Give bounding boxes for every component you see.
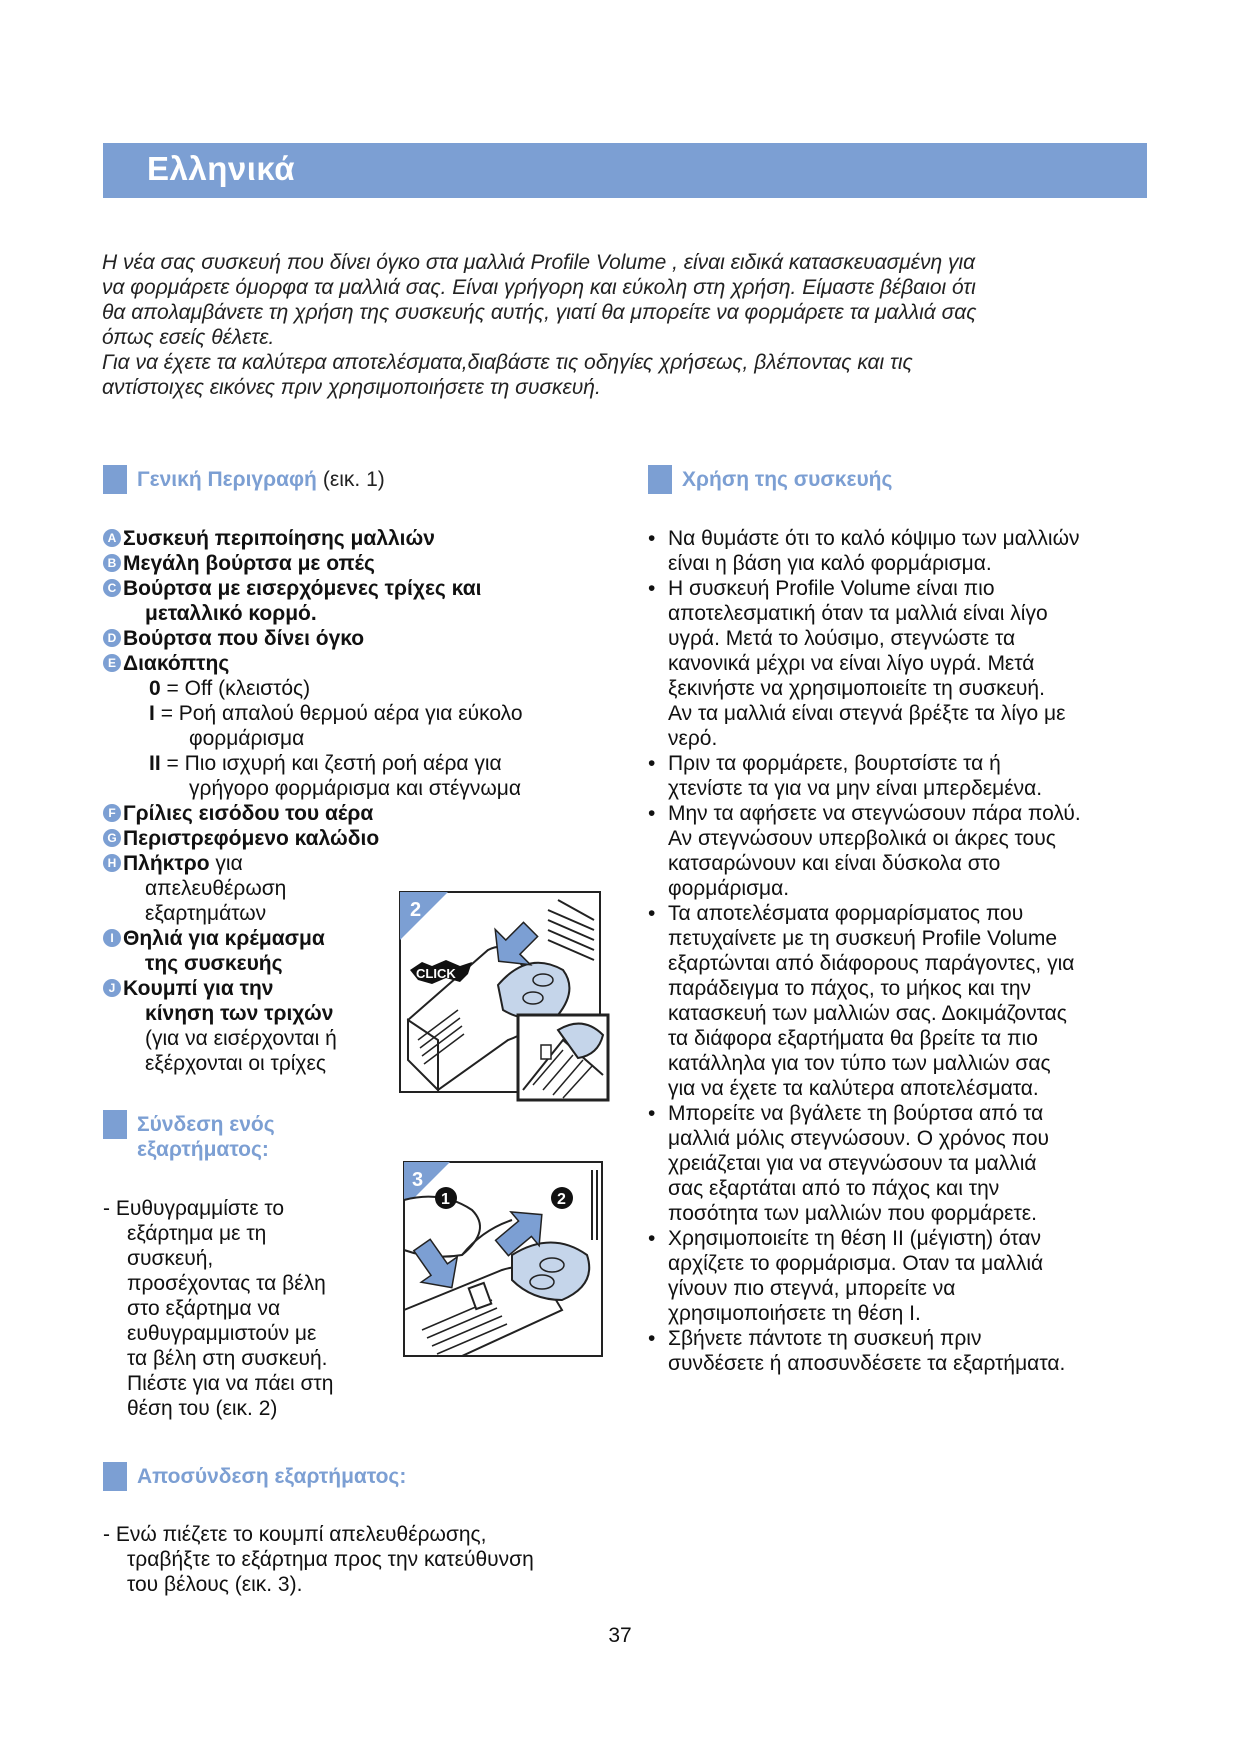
list-item: [648, 1101, 1153, 1226]
list-item: [648, 526, 1153, 576]
instruction-line: προσέχοντας τα βέλη: [127, 1272, 326, 1295]
bullet-line: Να θυμάστε ότι το καλό κόψιμο των μαλλιών: [668, 527, 1080, 550]
bullet-text: [668, 901, 1074, 1101]
intro-line: όπως εσείς θέλετε.: [102, 326, 275, 349]
figure-number: 2: [410, 899, 422, 921]
bullet-text: [668, 801, 1081, 901]
bullet-line: παράδειγμα το πάχος, το μήκος και την: [668, 977, 1032, 1000]
bullet-text: [668, 1326, 1065, 1376]
bullet-icon: •: [648, 1102, 656, 1125]
figure-3-illustration: [402, 1160, 607, 1360]
setting-key: II: [149, 752, 161, 775]
bullet-line: συνδέσετε ή αποσυνδέσετε τα εξαρτήματα.: [668, 1352, 1066, 1375]
section-marker: [103, 1110, 127, 1139]
bullet-line: Πριν τα φορμάρετε, βουρτσίστε τα ή: [668, 752, 1001, 775]
part-badge: B: [103, 554, 121, 572]
switch-setting-one: [149, 701, 623, 751]
section-figure-ref: (εικ. 1): [322, 468, 385, 491]
part-badge: G: [103, 829, 121, 847]
part-label: Διακόπτης: [123, 652, 230, 675]
bullet-line: χρησιμοποιήσετε τη θέση I.: [668, 1302, 921, 1325]
instruction-line: Πιέστε για να πάει στη: [127, 1372, 334, 1395]
bullet-line: κατασκευή των μαλλιών σας. Δοκιμάζοντας: [668, 1002, 1067, 1025]
list-item: [648, 1326, 1153, 1376]
section-marker: [648, 465, 672, 494]
part-label-line: εξέρχονται οι τρίχες: [145, 1052, 326, 1075]
section-title: Αποσύνδεση εξαρτήματος:: [137, 1465, 407, 1488]
list-item: [648, 901, 1153, 1101]
part-label-line: κίνηση των τριχών: [145, 1002, 334, 1025]
section-title-line: Σύνδεση ενός: [137, 1113, 275, 1136]
list-item: [648, 751, 1153, 801]
list-item: [103, 626, 623, 651]
usage-bullet-list: [648, 526, 1153, 1376]
bullet-line: χτενίστε τα για να μην είναι μπερδεμένα.: [668, 777, 1043, 800]
section-title: Γενική Περιγραφή: [137, 468, 317, 491]
attach-heading: [103, 1112, 275, 1162]
part-label-rest: για: [209, 852, 243, 875]
usage-heading: [648, 467, 892, 494]
part-badge: A: [103, 529, 121, 547]
part-label: Μεγάλη βούρτσα με οπές: [123, 552, 375, 575]
intro-line: Για να έχετε τα καλύτερα αποτελέσματα,διαβάστε τις οδηγίες χρήσεως, βλέποντας και τις: [102, 351, 913, 374]
bullet-line: ποσότητα των μαλλιών που φορμάρετε.: [668, 1202, 1037, 1225]
part-label: Βούρτσα που δίνει όγκο: [123, 627, 365, 650]
instruction-line: - Ενώ πιέζετε το κουμπί απελευθέρωσης,: [103, 1523, 487, 1546]
list-item: [648, 801, 1153, 901]
instruction-line: - Ευθυγραμμίστε το: [103, 1197, 285, 1220]
bullet-line: είναι η βάση για καλό φορμάρισμα.: [668, 552, 992, 575]
part-badge: J: [103, 979, 121, 997]
switch-settings: [103, 676, 623, 801]
bullet-icon: •: [648, 577, 656, 600]
part-label-line: Θηλιά για κρέμασμα: [123, 927, 325, 950]
part-label: Συσκευή περιποίησης μαλλιών: [123, 527, 435, 550]
section-title: [137, 1112, 275, 1162]
bullet-line: κανονικά μέχρι να είναι λίγο υγρά. Μετά: [668, 652, 1035, 675]
section-title-line: εξαρτήματος:: [137, 1138, 269, 1161]
part-label: Γρίλιες εισόδου του αέρα: [123, 802, 374, 825]
part-label: [123, 926, 325, 976]
list-item: [648, 1226, 1153, 1326]
bullet-text: [668, 1101, 1049, 1226]
part-label-line: (για να εισέρχονται ή: [145, 1027, 337, 1050]
switch-setting-two: [149, 751, 623, 801]
bullet-line: αποτελεσματική όταν τα μαλλιά είναι λίγο: [668, 602, 1048, 625]
bullet-icon: •: [648, 802, 656, 825]
bullet-line: εξαρτώνται από διάφορους παράγοντες, για: [668, 952, 1075, 975]
bullet-line: σας εξαρτάται από το πάχος και την: [668, 1177, 1000, 1200]
switch-setting-off: [149, 676, 623, 701]
instruction-line: εξάρτημα με τη: [127, 1222, 267, 1245]
bullet-icon: •: [648, 1327, 656, 1350]
figure-2-drawing: [398, 890, 610, 1102]
figure-3-drawing: [402, 1160, 607, 1360]
page-number: 37: [608, 1624, 632, 1647]
bullet-icon: •: [648, 752, 656, 775]
part-badge: E: [103, 654, 121, 672]
bullet-line: πετυχαίνετε με τη συσκευή Profile Volume: [668, 927, 1058, 950]
setting-text: = Off (κλειστός): [166, 677, 311, 700]
page-title: Ελληνικά: [147, 150, 295, 187]
part-label-line: της συσκευής: [145, 952, 283, 975]
bullet-text: [668, 526, 1079, 576]
bullet-line: Μην τα αφήσετε να στεγνώσουν πάρα πολύ.: [668, 802, 1081, 825]
bullet-line: τα διάφορα εξαρτήματα θα βρείτε τα πιο: [668, 1027, 1038, 1050]
instruction-line: θέση του (εικ. 2): [127, 1397, 278, 1420]
part-badge: F: [103, 804, 121, 822]
section-marker: [103, 1462, 127, 1491]
title-banner: [103, 143, 1147, 198]
bullet-text: [668, 751, 1042, 801]
intro-paragraph: [102, 250, 1152, 400]
instruction-line: τα βέλη στη συσκευή.: [127, 1347, 328, 1370]
bullet-line: γίνουν πιο στεγνά, μπορείτε να: [668, 1277, 956, 1300]
instruction-line: στο εξάρτημα να: [127, 1297, 281, 1320]
figure-2-illustration: [398, 890, 610, 1102]
figure-number: 3: [412, 1169, 424, 1191]
list-item: [103, 826, 623, 851]
step-number: 1: [441, 1191, 450, 1208]
list-item: [103, 526, 623, 551]
bullet-line: φορμάρισμα.: [668, 877, 790, 900]
bullet-line: Χρησιμοποιείτε τη θέση II (μέγιστη) όταν: [668, 1227, 1042, 1250]
general-description-heading: [103, 467, 385, 494]
setting-text: φορμάρισμα: [189, 727, 305, 750]
list-item: [103, 551, 623, 576]
part-label-bold: Πλήκτρο: [123, 852, 210, 875]
bullet-line: κατάλληλα για τον τύπο των μαλλιών σας: [668, 1052, 1051, 1075]
bullet-line: αρχίζετε το φορμάρισμα. Οταν τα μαλλιά: [668, 1252, 1044, 1275]
part-label: [123, 576, 481, 626]
part-label: [123, 851, 286, 926]
list-item: [648, 576, 1153, 751]
part-label-line: απελευθέρωση: [145, 877, 287, 900]
part-badge: H: [103, 854, 121, 872]
bullet-line: Αν στεγνώσουν υπερβολικά οι άκρες τους: [668, 827, 1056, 850]
setting-text: = Ροή απαλού θερμού αέρα για εύκολο: [160, 702, 523, 725]
intro-line: να φορμάρετε όμορφα τα μαλλιά σας. Είναι γρήγορη και εύκολη στη χρήση. Είμαστε βέβαιοι ότι: [102, 276, 976, 299]
bullet-line: υγρά. Μετά το λούσιμο, στεγνώστε τα: [668, 627, 1016, 650]
detach-instructions: [103, 1522, 663, 1597]
part-label-line: Κουμπί για την: [123, 977, 274, 1000]
attach-instructions: [103, 1196, 403, 1421]
part-label: [123, 976, 337, 1076]
bullet-line: για να έχετε τα καλύτερα αποτελέσματα.: [668, 1077, 1039, 1100]
bullet-line: μαλλιά μόλις στεγνώσουν. Ο χρόνος που: [668, 1127, 1049, 1150]
section-marker: [103, 465, 127, 494]
list-item: [103, 576, 623, 626]
bullet-line: Αν τα μαλλιά είναι στεγνά βρέξτε τα λίγο με: [668, 702, 1066, 725]
bullet-icon: •: [648, 902, 656, 925]
part-badge: C: [103, 579, 121, 597]
detach-heading: [103, 1464, 406, 1491]
bullet-line: Σβήνετε πάντοτε τη συσκευή πριν: [668, 1327, 982, 1350]
intro-line: θα απολαμβάνετε τη χρήση της συσκευής αυτής, γιατί θα μπορείτε να φορμάρετε τα μαλλιά σας: [102, 301, 977, 324]
bullet-line: Μπορείτε να βγάλετε τη βούρτσα από τα: [668, 1102, 1044, 1125]
list-item: [103, 651, 623, 676]
bullet-line: Η συσκευή Profile Volume είναι πιο: [668, 577, 995, 600]
bullet-icon: •: [648, 527, 656, 550]
setting-text: γρήγορο φορμάρισμα και στέγνωμα: [189, 777, 522, 800]
part-badge: I: [103, 929, 121, 947]
part-label-line: εξαρτημάτων: [145, 902, 267, 925]
bullet-line: νερό.: [668, 727, 718, 750]
intro-line: αντίστοιχες εικόνες πριν χρησιμοποιήσετε τη συσκευή.: [102, 376, 601, 399]
instruction-line: συσκευή,: [127, 1247, 214, 1270]
instruction-line: τραβήξτε το εξάρτημα προς την κατεύθυνση: [127, 1548, 534, 1571]
bullet-line: ξεκινήστε να χρησιμοποιείτε τη συσκευή.: [668, 677, 1045, 700]
part-label-line: Βούρτσα με εισερχόμενες τρίχες και: [123, 577, 482, 600]
step-number: 2: [557, 1191, 566, 1208]
list-item: [103, 801, 623, 826]
bullet-text: [668, 576, 1065, 751]
bullet-line: χρειάζεται για να στεγνώσουν τα μαλλιά: [668, 1152, 1037, 1175]
part-label: Περιστρεφόμενο καλώδιο: [123, 827, 380, 850]
bullet-icon: •: [648, 1227, 656, 1250]
bullet-line: κατσαρώνουν και είναι δύσκολα στο: [668, 852, 1001, 875]
setting-key: I: [149, 702, 155, 725]
part-label-line: μεταλλικό κορμό.: [145, 602, 317, 625]
part-badge: D: [103, 629, 121, 647]
bullet-text: [668, 1226, 1043, 1326]
setting-key: 0: [149, 677, 161, 700]
section-title: Χρήση της συσκευής: [682, 468, 893, 491]
bullet-line: Τα αποτελέσματα φορμαρίσματος που: [668, 902, 1024, 925]
intro-line: Η νέα σας συσκευή που δίνει όγκο στα μαλλιά Profile Volume , είναι ειδικά κατασκευασμένη για: [102, 251, 976, 274]
setting-text: = Πιο ισχυρή και ζεστή ροή αέρα για: [166, 752, 502, 775]
click-label: CLICK: [416, 966, 456, 981]
instruction-line: του βέλους (εικ. 3).: [127, 1573, 303, 1596]
instruction-line: ευθυγραμμιστούν με: [127, 1322, 317, 1345]
